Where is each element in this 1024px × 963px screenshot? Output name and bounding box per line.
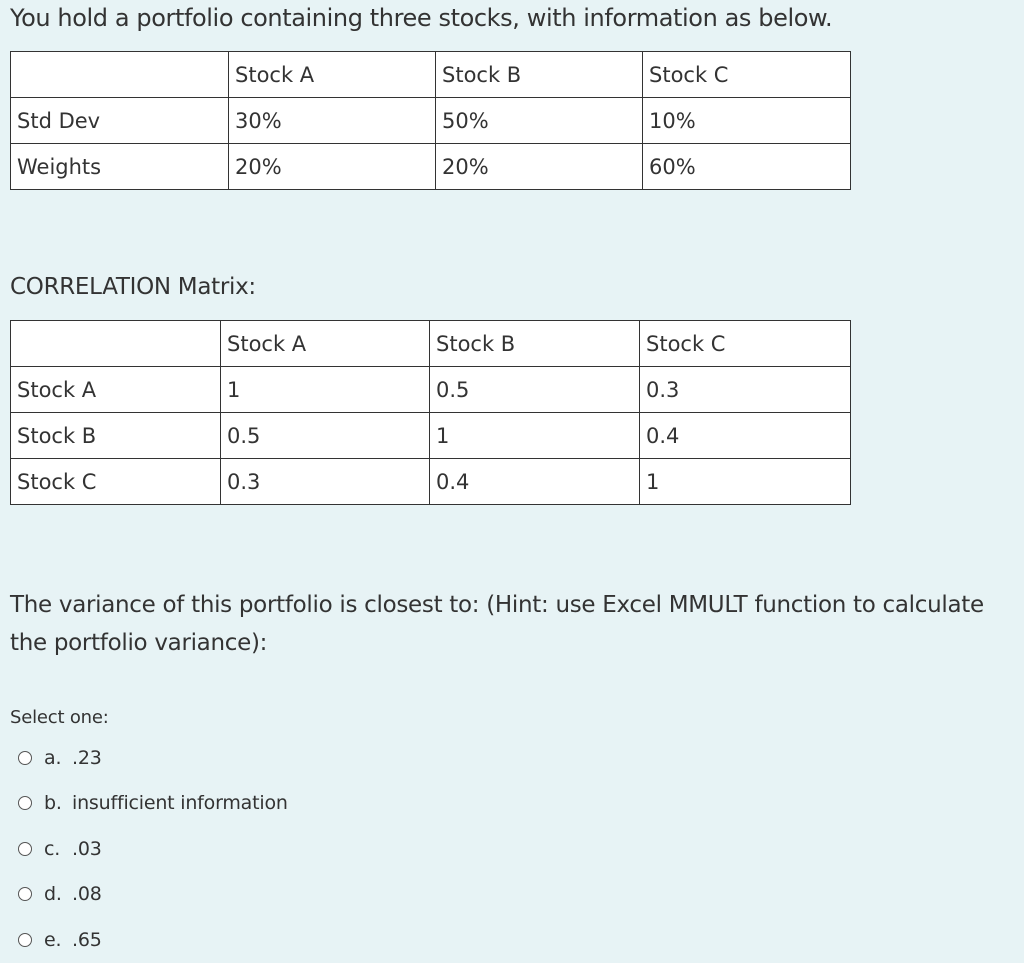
table-cell: 0.5: [221, 413, 430, 459]
table-cell: 0.3: [221, 459, 430, 505]
stock-info-table: [10, 51, 851, 190]
table-cell: 0.3: [640, 367, 851, 413]
column-header: Stock B: [436, 52, 643, 98]
table-header-row: [11, 52, 851, 98]
answer-option-b[interactable]: [18, 781, 288, 827]
table-row: [11, 459, 851, 505]
answer-option-d[interactable]: [18, 872, 288, 918]
row-header: Std Dev: [11, 98, 229, 144]
table-cell: 0.5: [430, 367, 640, 413]
row-header: Stock B: [11, 413, 221, 459]
column-header: Stock C: [640, 321, 851, 367]
option-letter: b.: [44, 792, 62, 815]
column-header: Stock A: [221, 321, 430, 367]
table-cell: 20%: [229, 144, 436, 190]
table-row: [11, 367, 851, 413]
option-text: insufficient information: [72, 792, 288, 815]
table-cell: [11, 52, 229, 98]
radio-button-icon[interactable]: [18, 842, 32, 856]
column-header: Stock A: [229, 52, 436, 98]
column-header: Stock B: [430, 321, 640, 367]
option-letter: d.: [44, 883, 62, 906]
correlation-matrix-table: [10, 320, 851, 505]
answer-option-a[interactable]: [18, 735, 288, 781]
radio-button-icon[interactable]: [18, 796, 32, 810]
column-header: Stock C: [643, 52, 851, 98]
option-letter: a.: [44, 746, 62, 769]
table-header-row: [11, 321, 851, 367]
row-header: Weights: [11, 144, 229, 190]
row-header: Stock A: [11, 367, 221, 413]
table-cell: 10%: [643, 98, 851, 144]
option-text: .03: [72, 837, 102, 860]
option-letter: c.: [44, 837, 61, 860]
correlation-title: CORRELATION Matrix:: [10, 274, 256, 300]
table-row: [11, 413, 851, 459]
table-cell: 20%: [436, 144, 643, 190]
table-cell: 1: [640, 459, 851, 505]
option-text: .23: [72, 746, 102, 769]
table-cell: [11, 321, 221, 367]
option-text: .08: [72, 883, 102, 906]
question-intro: You hold a portfolio containing three stocks, with information as below.: [10, 4, 833, 32]
table-cell: 50%: [436, 98, 643, 144]
table-row: [11, 98, 851, 144]
answer-options: [18, 735, 288, 963]
option-letter: e.: [44, 928, 62, 951]
answer-option-e[interactable]: [18, 917, 288, 963]
table-row: [11, 144, 851, 190]
radio-button-icon[interactable]: [18, 751, 32, 765]
radio-button-icon[interactable]: [18, 933, 32, 947]
row-header: Stock C: [11, 459, 221, 505]
answer-option-c[interactable]: [18, 826, 288, 872]
table-cell: 30%: [229, 98, 436, 144]
select-one-label: Select one:: [10, 707, 109, 728]
table-cell: 0.4: [640, 413, 851, 459]
option-text: .65: [72, 928, 102, 951]
table-cell: 0.4: [430, 459, 640, 505]
table-cell: 1: [221, 367, 430, 413]
question-text: The variance of this portfolio is closest to: (Hint: use Excel MMULT function to calculate the portfolio variance):: [10, 592, 984, 656]
table-cell: 60%: [643, 144, 851, 190]
table-cell: 1: [430, 413, 640, 459]
radio-button-icon[interactable]: [18, 887, 32, 901]
